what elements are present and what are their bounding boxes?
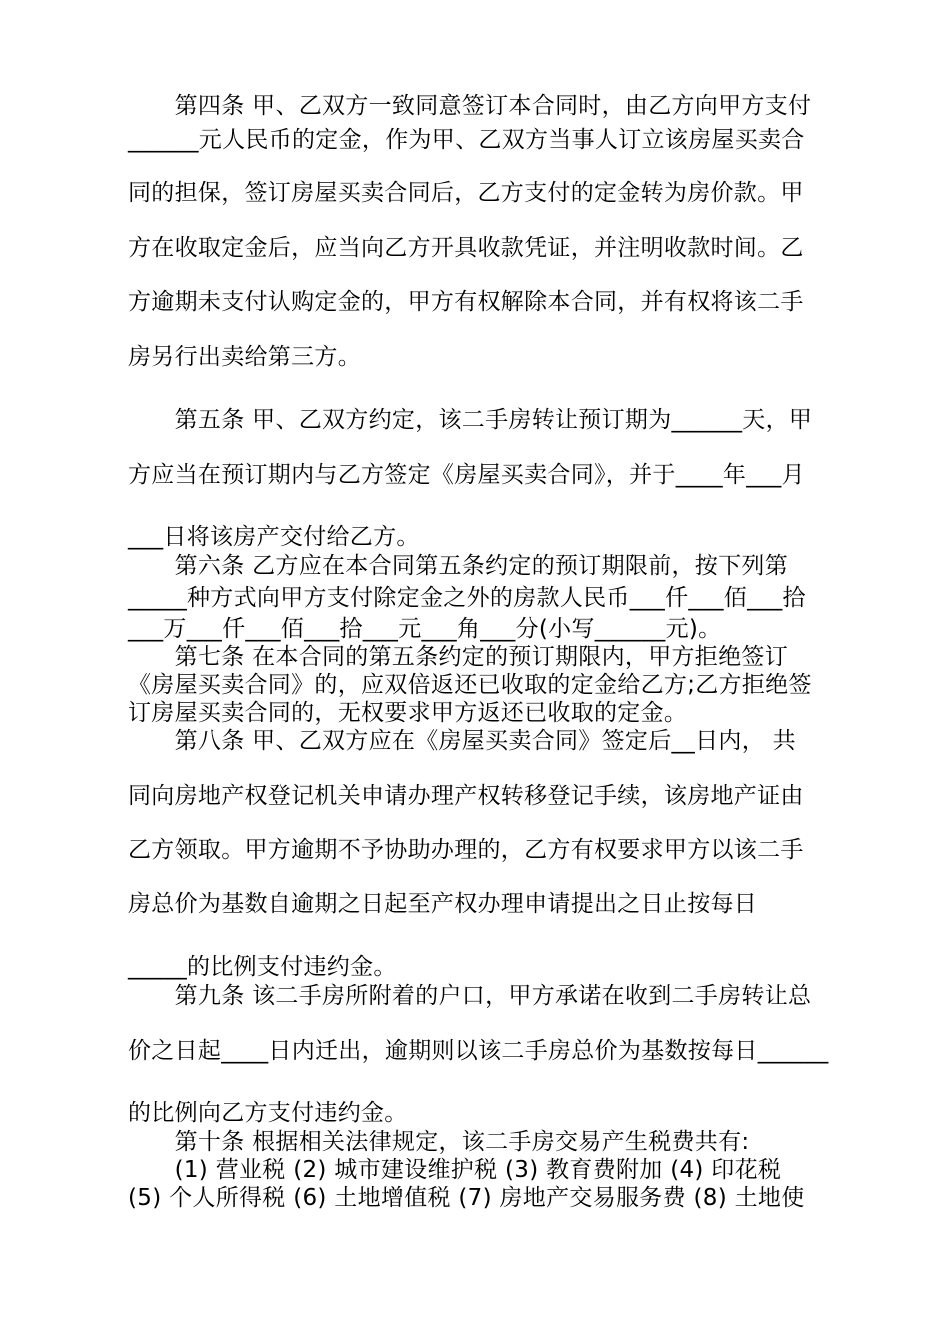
article-4-line-5: 方逾期未支付认购定金的，甲方有权解除本合同，并有权将该二手 <box>128 289 804 315</box>
article-4-line-1: 第四条 甲、乙双方一致同意签订本合同时，由乙方向甲方支付 <box>128 93 812 119</box>
article-8-line-1: 第八条 甲、乙双方应在《房屋买卖合同》签定后__日内， 共 <box>128 728 796 754</box>
article-5-line-3: ___日将该房产交付给乙方。 <box>128 524 420 550</box>
article-8-line-5: _____的比例支付违约金。 <box>128 954 397 980</box>
article-7-line-1: 第七条 在本合同的第五条约定的预订期限内，甲方拒绝签订 <box>128 644 789 670</box>
article-4-line-2: ______元人民币的定金，作为甲、乙双方当事人订立该房屋买卖合 <box>128 127 805 153</box>
article-6-line-3: ___万___仟___佰___拾___元___角___分(小写______元)。 <box>128 616 722 642</box>
article-9-line-2: 价之日起____日内迁出，逾期则以该二手房总价为基数按每日______ <box>128 1038 829 1064</box>
article-8-line-3: 乙方领取。甲方逾期不予协助办理的，乙方有权要求甲方以该二手 <box>128 837 804 863</box>
article-8-line-4: 房总价为基数自逾期之日起至产权办理申请提出之日止按每日 <box>128 891 758 917</box>
article-5-line-1: 第五条 甲、乙双方约定，该二手房转让预订期为______天，甲 <box>128 407 813 433</box>
article-4-line-6: 房另行出卖给第三方。 <box>128 344 361 370</box>
article-4-line-4: 方在收取定金后，应当向乙方开具收款凭证，并注明收款时间。乙 <box>128 235 804 261</box>
article-6-line-1: 第六条 乙方应在本合同第五条约定的预订期限前，按下列第 <box>128 553 789 579</box>
article-5-line-2: 方应当在预订期内与乙方签定《房屋买卖合同》，并于____年___月 <box>128 462 805 488</box>
article-9-line-1: 第九条 该二手房所附着的户口，甲方承诺在收到二手房转让总 <box>128 983 812 1009</box>
article-4-line-3: 同的担保，签订房屋买卖合同后，乙方支付的定金转为房价款。甲 <box>128 180 804 206</box>
article-7-line-3: 订房屋买卖合同的，无权要求甲方返还已收取的定金。 <box>128 700 688 726</box>
article-10-line-1: 第十条 根据相关法律规定，该二手房交易产生税费共有: <box>128 1129 750 1155</box>
article-7-line-2: 《房屋买卖合同》的，应双倍返还已收取的定金给乙方;乙方拒绝签 <box>128 672 812 698</box>
article-6-line-2: _____种方式向甲方支付除定金之外的房款人民币___仟___佰___拾 <box>128 585 806 611</box>
article-10-line-2: (1) 营业税 (2) 城市建设维护税 (3) 教育费附加 (4) 印花税 <box>128 1157 782 1183</box>
article-8-line-2: 同向房地产权登记机关申请办理产权转移登记手续，该房地产证由 <box>128 783 804 809</box>
article-9-line-3: 的比例向乙方支付违约金。 <box>128 1100 408 1126</box>
article-10-line-3: (5) 个人所得税 (6) 土地增值税 (7) 房地产交易服务费 (8) 土地使 <box>128 1185 805 1211</box>
